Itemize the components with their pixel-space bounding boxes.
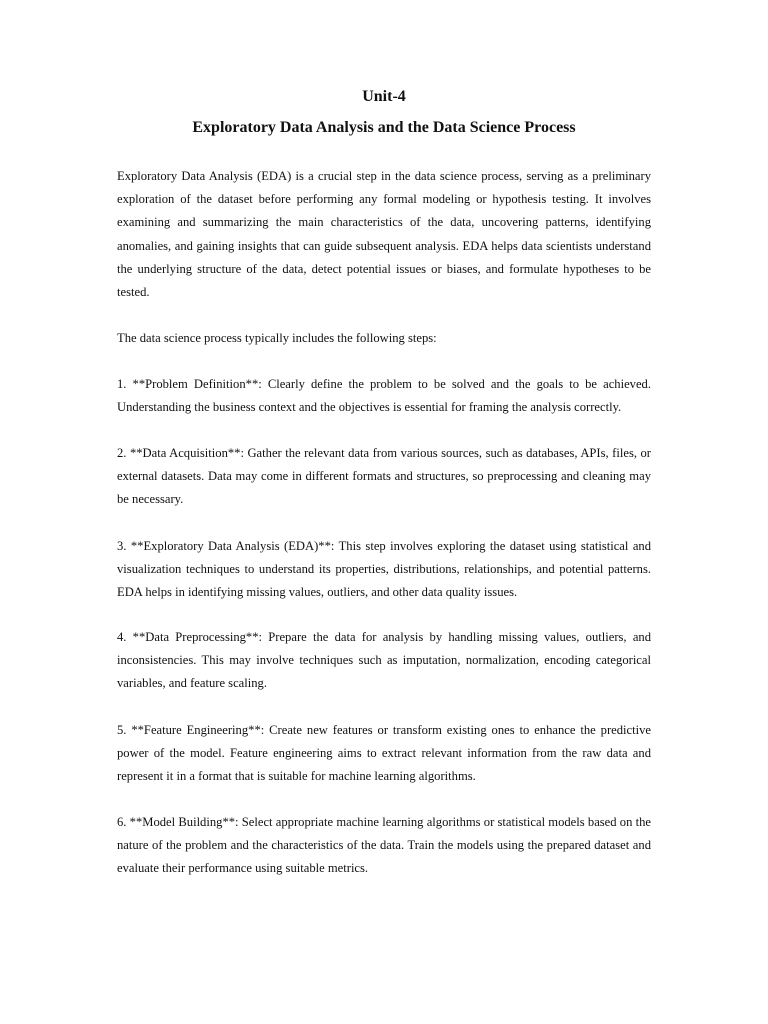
step-feature-engineering: 5. **Feature Engineering**: Create new features or transform existing ones to enhance the predictive power of the model. Feature engineering aims to extract relevant information from the raw data and represent it in a format that is suitable for machine learning algorithms.: [117, 723, 651, 784]
step-data-acquisition: 2. **Data Acquisition**: Gather the relevant data from various sources, such as databases, APIs, files, or external datasets. Data may come in different formats and structures, so preprocessing and cleaning may be necessary.: [117, 446, 651, 507]
document-title: Exploratory Data Analysis and the Data Science Process: [192, 119, 576, 136]
steps-intro-paragraph: The data science process typically includes the following steps:: [117, 331, 437, 345]
unit-title: Unit-4: [362, 88, 406, 105]
step-exploratory-data-analysis: 3. **Exploratory Data Analysis (EDA)**: This step involves exploring the dataset using statistical and visualization techniques to understand its properties, distributions, relationships, and potential patterns. EDA helps in identifying missing values, outliers, and other data quality issues.: [117, 539, 651, 600]
step-problem-definition: 1. **Problem Definition**: Clearly define the problem to be solved and the goals to be achieved. Understanding the business context and the objectives is essential for framing the analysis correctly.: [117, 377, 651, 415]
step-data-preprocessing: 4. **Data Preprocessing**: Prepare the data for analysis by handling missing values, outliers, and inconsistencies. This may involve techniques such as imputation, normalization, encoding categorical variables, and feature scaling.: [117, 630, 651, 691]
intro-paragraph: Exploratory Data Analysis (EDA) is a crucial step in the data science process, serving as a preliminary exploration of the dataset before performing any formal modeling or hypothesis testing. It involves examining and summarizing the main characteristics of the data, uncovering patterns, identifying anomalies, and gaining insights that can guide subsequent analysis. EDA helps data scientists understand the underlying structure of the data, detect potential issues or biases, and formulate hypotheses to be tested.: [117, 169, 651, 300]
step-model-building: 6. **Model Building**: Select appropriate machine learning algorithms or statistical models based on the nature of the problem and the characteristics of the data. Train the models using the prepared dataset and evaluate their performance using suitable metrics.: [117, 815, 651, 876]
